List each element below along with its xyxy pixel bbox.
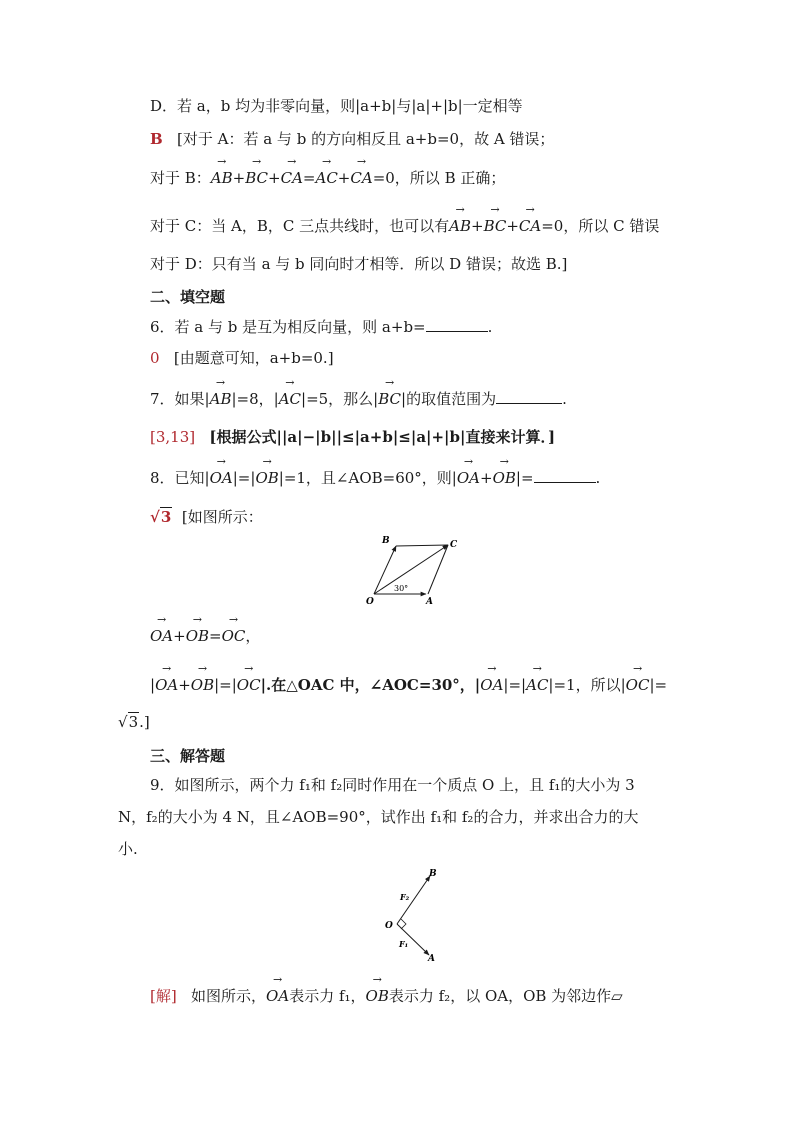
vector-ab: → AB bbox=[211, 167, 233, 189]
q5-sol-a: [对于 A：若 a 与 b 的方向相反且 a+b=0，故 A 错误； bbox=[177, 130, 555, 148]
vector-ca-c: → CA bbox=[519, 215, 541, 237]
q6-sol: [由题意可知，a+b=0.] bbox=[173, 349, 334, 367]
vector-oa-eq2: → OA bbox=[155, 674, 178, 696]
q5-sol-b-prefix: 对于 B： bbox=[150, 169, 211, 187]
q7-end: . bbox=[562, 390, 567, 408]
vector-ca: → CA bbox=[281, 167, 303, 189]
q6-answer: 0 bbox=[150, 349, 160, 367]
q5-answer-letter: B bbox=[150, 130, 163, 148]
q6-blank bbox=[426, 317, 488, 332]
vector-bc-c: → BC bbox=[484, 215, 507, 237]
label-b-force: B bbox=[429, 869, 437, 879]
label-f1: F₁ bbox=[399, 939, 409, 949]
vector-ab-q7: → AB bbox=[210, 388, 232, 410]
q8-eq1-eq: = bbox=[209, 627, 222, 645]
q8-eq1-end: ， bbox=[245, 627, 261, 645]
q7-num: 7．如果| bbox=[150, 390, 210, 408]
force-figure bbox=[380, 866, 440, 966]
solution-mid1: 表示力 f₁， bbox=[289, 987, 366, 1005]
q8-eq2-root: 3 bbox=[128, 713, 139, 731]
q7-sol: [根据公式||a|−|b||≤|a+b|≤|a|+|b|直接来计算．] bbox=[209, 428, 556, 446]
q7-question bbox=[150, 388, 567, 410]
q8-question bbox=[150, 467, 600, 489]
label-c: C bbox=[450, 540, 458, 550]
q8-eq2-cont: √3.] bbox=[118, 713, 150, 731]
vector-oa-sol: → OA bbox=[266, 985, 289, 1007]
section3-title: 三、解答题 bbox=[150, 747, 226, 765]
vector-ac-eq2: → AC bbox=[526, 674, 548, 696]
q5-sol-c-suffix: =0，所以 C 错误 bbox=[541, 217, 660, 235]
q6-text: 6．若 a 与 b 是互为相反向量，则 a+b= bbox=[150, 318, 426, 336]
q8-eq2-plus: + bbox=[178, 676, 191, 694]
segment-ac bbox=[428, 545, 448, 594]
q8-eq2-p2: |=| bbox=[214, 676, 237, 694]
solution-prefix: 如图所示， bbox=[191, 987, 267, 1005]
q8-end: . bbox=[595, 469, 601, 487]
q8-eq2-p1: | bbox=[150, 676, 156, 694]
q8-sol-intro: [如图所示： bbox=[181, 508, 263, 526]
q5-sol-c-prefix: 对于 C：当 A，B，C 三点共线时，也可以有 bbox=[150, 217, 450, 235]
solution-line bbox=[150, 985, 623, 1007]
solution-mid2: 表示力 f₂，以 OA，OB 为邻边作▱ bbox=[388, 987, 623, 1005]
vector-ob-q8: → OB bbox=[255, 467, 278, 489]
q6-answer-line bbox=[150, 347, 334, 369]
label-a: A bbox=[426, 597, 433, 607]
q9-line1: 9．如图所示，两个力 f₁和 f₂同时作用在一个质点 O 上，且 f₁的大小为 3 bbox=[150, 776, 635, 794]
angle-label: 30° bbox=[394, 584, 409, 593]
q7-answer: [3,13] bbox=[150, 428, 196, 446]
q8-num: 8．已知| bbox=[150, 469, 210, 487]
q8-blank bbox=[534, 468, 596, 483]
q6-end: . bbox=[487, 318, 493, 336]
q8-eq2-p6: |= bbox=[649, 676, 668, 694]
segment-bc bbox=[396, 545, 448, 546]
vector-oc-eq2: → OC bbox=[237, 674, 261, 696]
q5-answer-line bbox=[150, 128, 554, 150]
q8-eq1-plus: + bbox=[173, 627, 186, 645]
label-a-force: A bbox=[428, 954, 435, 964]
right-angle-mark bbox=[401, 919, 406, 929]
q7-blank bbox=[496, 389, 562, 404]
vector-oa-q8b: → OA bbox=[457, 467, 480, 489]
q8-answer-radicand: 3 bbox=[160, 508, 172, 526]
q8-answer: √3 bbox=[150, 508, 172, 526]
q5-option-d: D．若 a，b 均为非零向量，则|a+b|与|a|+|b|一定相等 bbox=[150, 97, 523, 115]
q8-eq2-p4: |=| bbox=[503, 676, 527, 694]
q8-eq2-cont-end: .] bbox=[139, 713, 150, 731]
label-b: B bbox=[382, 536, 390, 546]
q8-mid1: |=| bbox=[232, 469, 256, 487]
q7-answer-line bbox=[150, 426, 555, 448]
q8-mid2: |=1，且∠AOB=60°，则| bbox=[278, 469, 457, 487]
label-f2: F₂ bbox=[400, 892, 410, 902]
vector-bc: → BC bbox=[245, 167, 268, 189]
q9-line2: N，f₂的大小为 4 N，且∠AOB=90°，试作出 f₁和 f₂的合力，并求出合力的大 bbox=[118, 808, 639, 826]
vector-ob-sol: → OB bbox=[366, 985, 389, 1007]
q8-eq1 bbox=[150, 625, 260, 647]
vector-ac: → AC bbox=[315, 167, 337, 189]
solution-tag: [解] bbox=[150, 987, 177, 1005]
section2-title: 二、填空题 bbox=[150, 288, 226, 306]
q5-sol-c: 对于 C：当 A，B，C 三点共线时，也可以有→ AB+→ BC+→ CA=0，所以 C 错误 bbox=[150, 215, 659, 237]
label-o: O bbox=[366, 597, 374, 607]
vector-ab-c: → AB bbox=[449, 215, 471, 237]
vector-bc-q7: → BC bbox=[378, 388, 401, 410]
vector-ob-eq1: → OB bbox=[186, 625, 209, 647]
parallelogram-figure bbox=[362, 532, 468, 610]
q8-eq2 bbox=[150, 674, 667, 696]
q9-line3: 小. bbox=[118, 840, 138, 858]
vector-ob-q8b: → OB bbox=[493, 467, 516, 489]
q8-plus: + bbox=[480, 469, 493, 487]
q7-mid2: |=5，那么| bbox=[301, 390, 379, 408]
q8-eq2-p5: |=1，所以| bbox=[548, 676, 626, 694]
q6-question bbox=[150, 316, 492, 338]
q7-mid3: |的取值范围为 bbox=[401, 390, 497, 408]
vector-ca-2: → CA bbox=[350, 167, 372, 189]
q8-answer-line bbox=[150, 506, 263, 528]
q8-mid3: |= bbox=[515, 469, 534, 487]
q7-mid1: |=8，| bbox=[231, 390, 279, 408]
vector-ac-q7: → AC bbox=[279, 388, 301, 410]
q8-eq2-p3: |.在△OAC 中，∠AOC=30°，| bbox=[260, 676, 481, 694]
label-o-force: O bbox=[385, 921, 393, 931]
vector-oa-q8: → OA bbox=[210, 467, 233, 489]
vector-oc-eq2b: → OC bbox=[626, 674, 650, 696]
vector-oc-eq1: → OC bbox=[222, 625, 246, 647]
q5-sol-b-suffix: =0，所以 B 正确； bbox=[372, 169, 506, 187]
vector-oa-eq2b: → OA bbox=[480, 674, 503, 696]
vector-oa-eq1: → OA bbox=[150, 625, 173, 647]
q5-sol-b: 对于 B：→ AB+→ BC+→ CA=→ AC+→ CA=0，所以 B 正确； bbox=[150, 167, 505, 189]
vector-ob-eq2: → OB bbox=[191, 674, 214, 696]
q5-sol-d: 对于 D：只有当 a 与 b 同向时才相等．所以 D 错误；故选 B.] bbox=[150, 255, 568, 273]
